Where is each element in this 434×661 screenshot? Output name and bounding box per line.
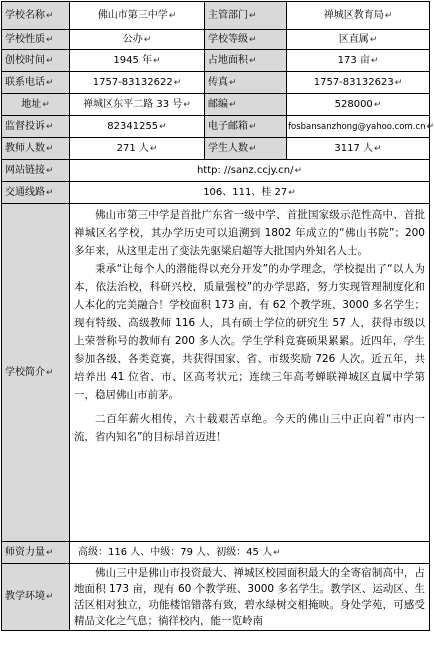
school-info-table: [1, 1, 434, 631]
row-transport: [2, 182, 430, 204]
row-nature: [2, 30, 430, 50]
value-website-link[interactable]: http: //sanz.ccjy.cn/↵: [70, 160, 430, 182]
value-fax: 1757-83132623↵: [287, 72, 430, 94]
value-supervise: 82341255↵: [70, 116, 205, 138]
environment-text: [70, 564, 430, 631]
label-level: 学校等级↵: [205, 30, 287, 50]
value-nature: 公办↵: [70, 30, 205, 50]
value-founded: 1945 年↵: [70, 50, 205, 72]
intro-paragraph-3: 二百年薪火相传，六十载艰苦卓绝。今天的佛山三中正向着“市内一流，省内知名”的目标昂首迈进！: [74, 413, 425, 443]
label-teachers: 教师人数↵: [2, 138, 70, 160]
label-phone: 联系电话↵: [2, 72, 70, 94]
label-nature: 学校性质↵: [2, 30, 70, 50]
row-intro: [2, 204, 430, 542]
row-faculty: [2, 542, 430, 564]
intro-paragraph-1: 佛山市第三中学是首批广东省一级中学、首批国家级示范性高中、首批禅城区名学校，其办学历史可以追溯到 1802 年成立的“佛山书院”；200 多年来，从这里走出了变法先驱梁启超等大批国内外知名人士。: [74, 209, 425, 257]
value-transport: 106、111、桂 27↵: [70, 182, 430, 204]
value-postcode: 528000↵: [287, 94, 430, 116]
value-faculty: 高级：116 人、中级：79 人、初级：45 人↵: [70, 542, 430, 564]
label-department: 主管部门↵: [205, 2, 287, 30]
label-email: 电子邮箱↵: [205, 116, 287, 138]
label-transport: 交通线路↵: [2, 182, 70, 204]
label-address: 地址↵: [2, 94, 70, 116]
label-area: 占地面积↵: [205, 50, 287, 72]
value-address: 禅城区东平二路 33 号↵: [70, 94, 205, 116]
row-supervise: [2, 116, 430, 138]
value-teachers: 271 人↵: [70, 138, 205, 160]
value-department: 禅城区教育局↵: [287, 2, 430, 30]
value-area: 173 亩↵: [287, 50, 430, 72]
value-students: 3117 人↵: [287, 138, 430, 160]
label-fax: 传真↵: [205, 72, 287, 94]
label-intro: 学校简介↵: [2, 204, 70, 542]
label-postcode: 邮编↵: [205, 94, 287, 116]
label-environment: 教学环境↵: [2, 564, 70, 631]
value-school-name: 佛山市第三中学↵: [70, 2, 205, 30]
value-email: fosbansanzhong@yahoo.com.cn↵: [287, 116, 430, 138]
row-environment: [2, 564, 430, 631]
label-founded: 创校时间↵: [2, 50, 70, 72]
label-students: 学生人数↵: [205, 138, 287, 160]
label-supervise: 监督投诉↵: [2, 116, 70, 138]
label-school-name: 学校名称↵: [2, 2, 70, 30]
row-address: [2, 94, 430, 116]
row-phone: [2, 72, 430, 94]
label-website: 网站链接↵: [2, 160, 70, 182]
label-faculty: 师资力量↵: [2, 542, 70, 564]
row-founded: [2, 50, 430, 72]
intro-paragraph-2: 秉承“让每个人的潜能得以充分开发”的办学理念，学校提出了“以人为本，依法治校，科研兴校，质量强校”的办学思路，努力实现管理制度化和人本化的完美融合！学校面积 173 亩，有 62 个教学班、3000 多名学生；现有特级、高级教师 116 人，具有硕士学位的研究生 57 人，获得市级以上荣誉称号的教师有 200 多人次。学生学科竞赛硕果累累。近四年，学生参加各级、各类竞赛，共获得国家、省、市级奖励 726 人次。近五年，共培养出 41 位省、市、区高考状元；连续三年高考蝉联禅城区直属中学第一，稳居佛山市前茅。: [74, 263, 425, 401]
value-level: 区直属↵: [287, 30, 430, 50]
row-people: [2, 138, 430, 160]
value-phone: 1757-83132622↵: [70, 72, 205, 94]
intro-text: [70, 204, 430, 542]
row-website: [2, 160, 430, 182]
row-school-name: [2, 2, 430, 30]
environment-paragraph: 佛山三中是佛山市投资最大、禅城区校园面积最大的全寄宿制高中，占地面积 173 亩，现有 60 个教学班、3000 多名学生。教学区、运动区、生活区相对独立，功能楼馆错落有致，碧水绿树交相掩映。身处学苑，可感受精品文化之气息；徜徉校内，能一览岭南: [74, 567, 425, 627]
